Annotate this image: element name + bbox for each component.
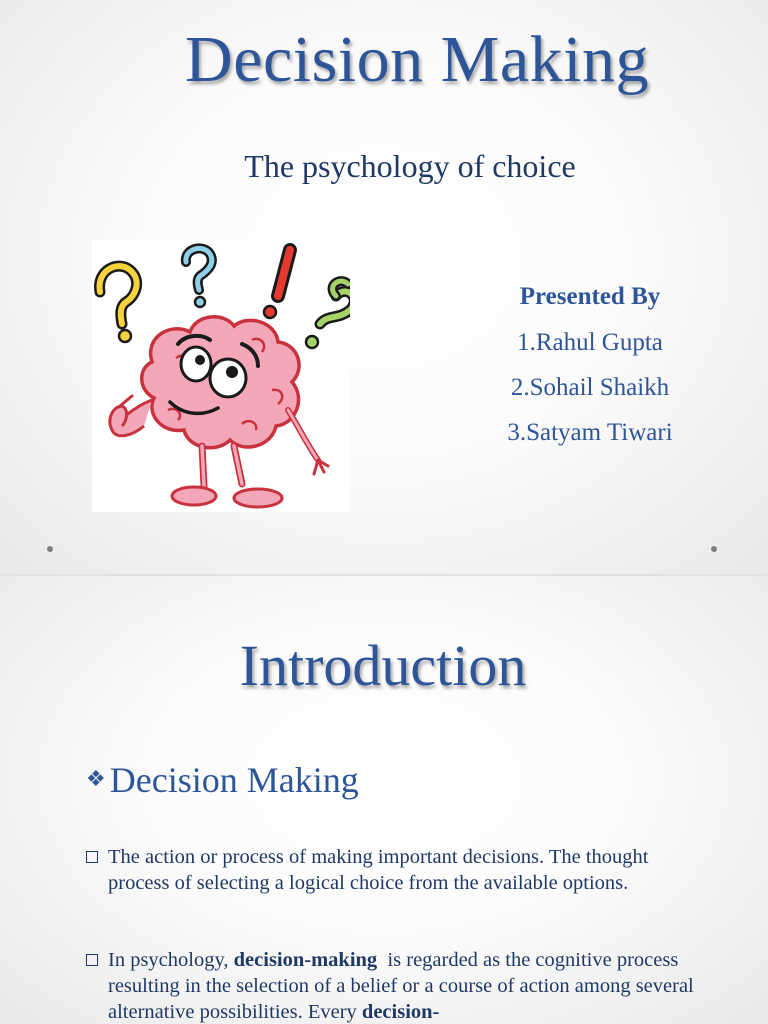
square-bullet-icon: [86, 954, 98, 966]
confused-brain-illustration: [92, 240, 350, 512]
list-item-text: [86, 947, 699, 1024]
list-item-text: The action or process of making important decisions. The thought process of selecting a logical choice from the available options.: [108, 846, 649, 894]
diamond-bullet-icon: ❖: [86, 766, 106, 791]
red-exclamation-icon: [264, 250, 290, 318]
blue-question-mark-icon: [186, 248, 212, 307]
slide-bullet-dot-right: [711, 546, 717, 552]
section-heading: [86, 759, 359, 801]
text-run: is regarded as the cognitive process resulting in the selection of a belief or a course of action among several alternative possibilities. Every: [108, 949, 699, 1023]
presenter-3: 3.Satyam Tiwari: [507, 419, 673, 446]
presented-by-label: Presented By: [519, 283, 661, 310]
presenter-1: 1.Rahul Gupta: [517, 329, 663, 356]
brain-icon: [110, 317, 328, 507]
list-item: [86, 947, 699, 1024]
yellow-question-mark-icon: [100, 266, 137, 342]
slide-bullet-dot-left: [47, 546, 53, 552]
slide-title: Introduction: [239, 633, 527, 698]
slide-title: Decision Making: [185, 23, 649, 96]
bold-term: decision-making: [233, 949, 378, 971]
presenter-2: 2.Sohail Shaikh: [510, 374, 670, 401]
bold-term: decision-: [361, 1001, 440, 1023]
green-question-mark-icon: [306, 281, 350, 348]
list-item: [86, 844, 696, 896]
slide-2: [0, 576, 768, 1024]
square-bullet-icon: [86, 851, 98, 863]
section-heading-text: Decision Making: [109, 760, 359, 800]
text-run: In psychology,: [108, 949, 234, 971]
slide-subtitle: The psychology of choice: [244, 148, 576, 184]
